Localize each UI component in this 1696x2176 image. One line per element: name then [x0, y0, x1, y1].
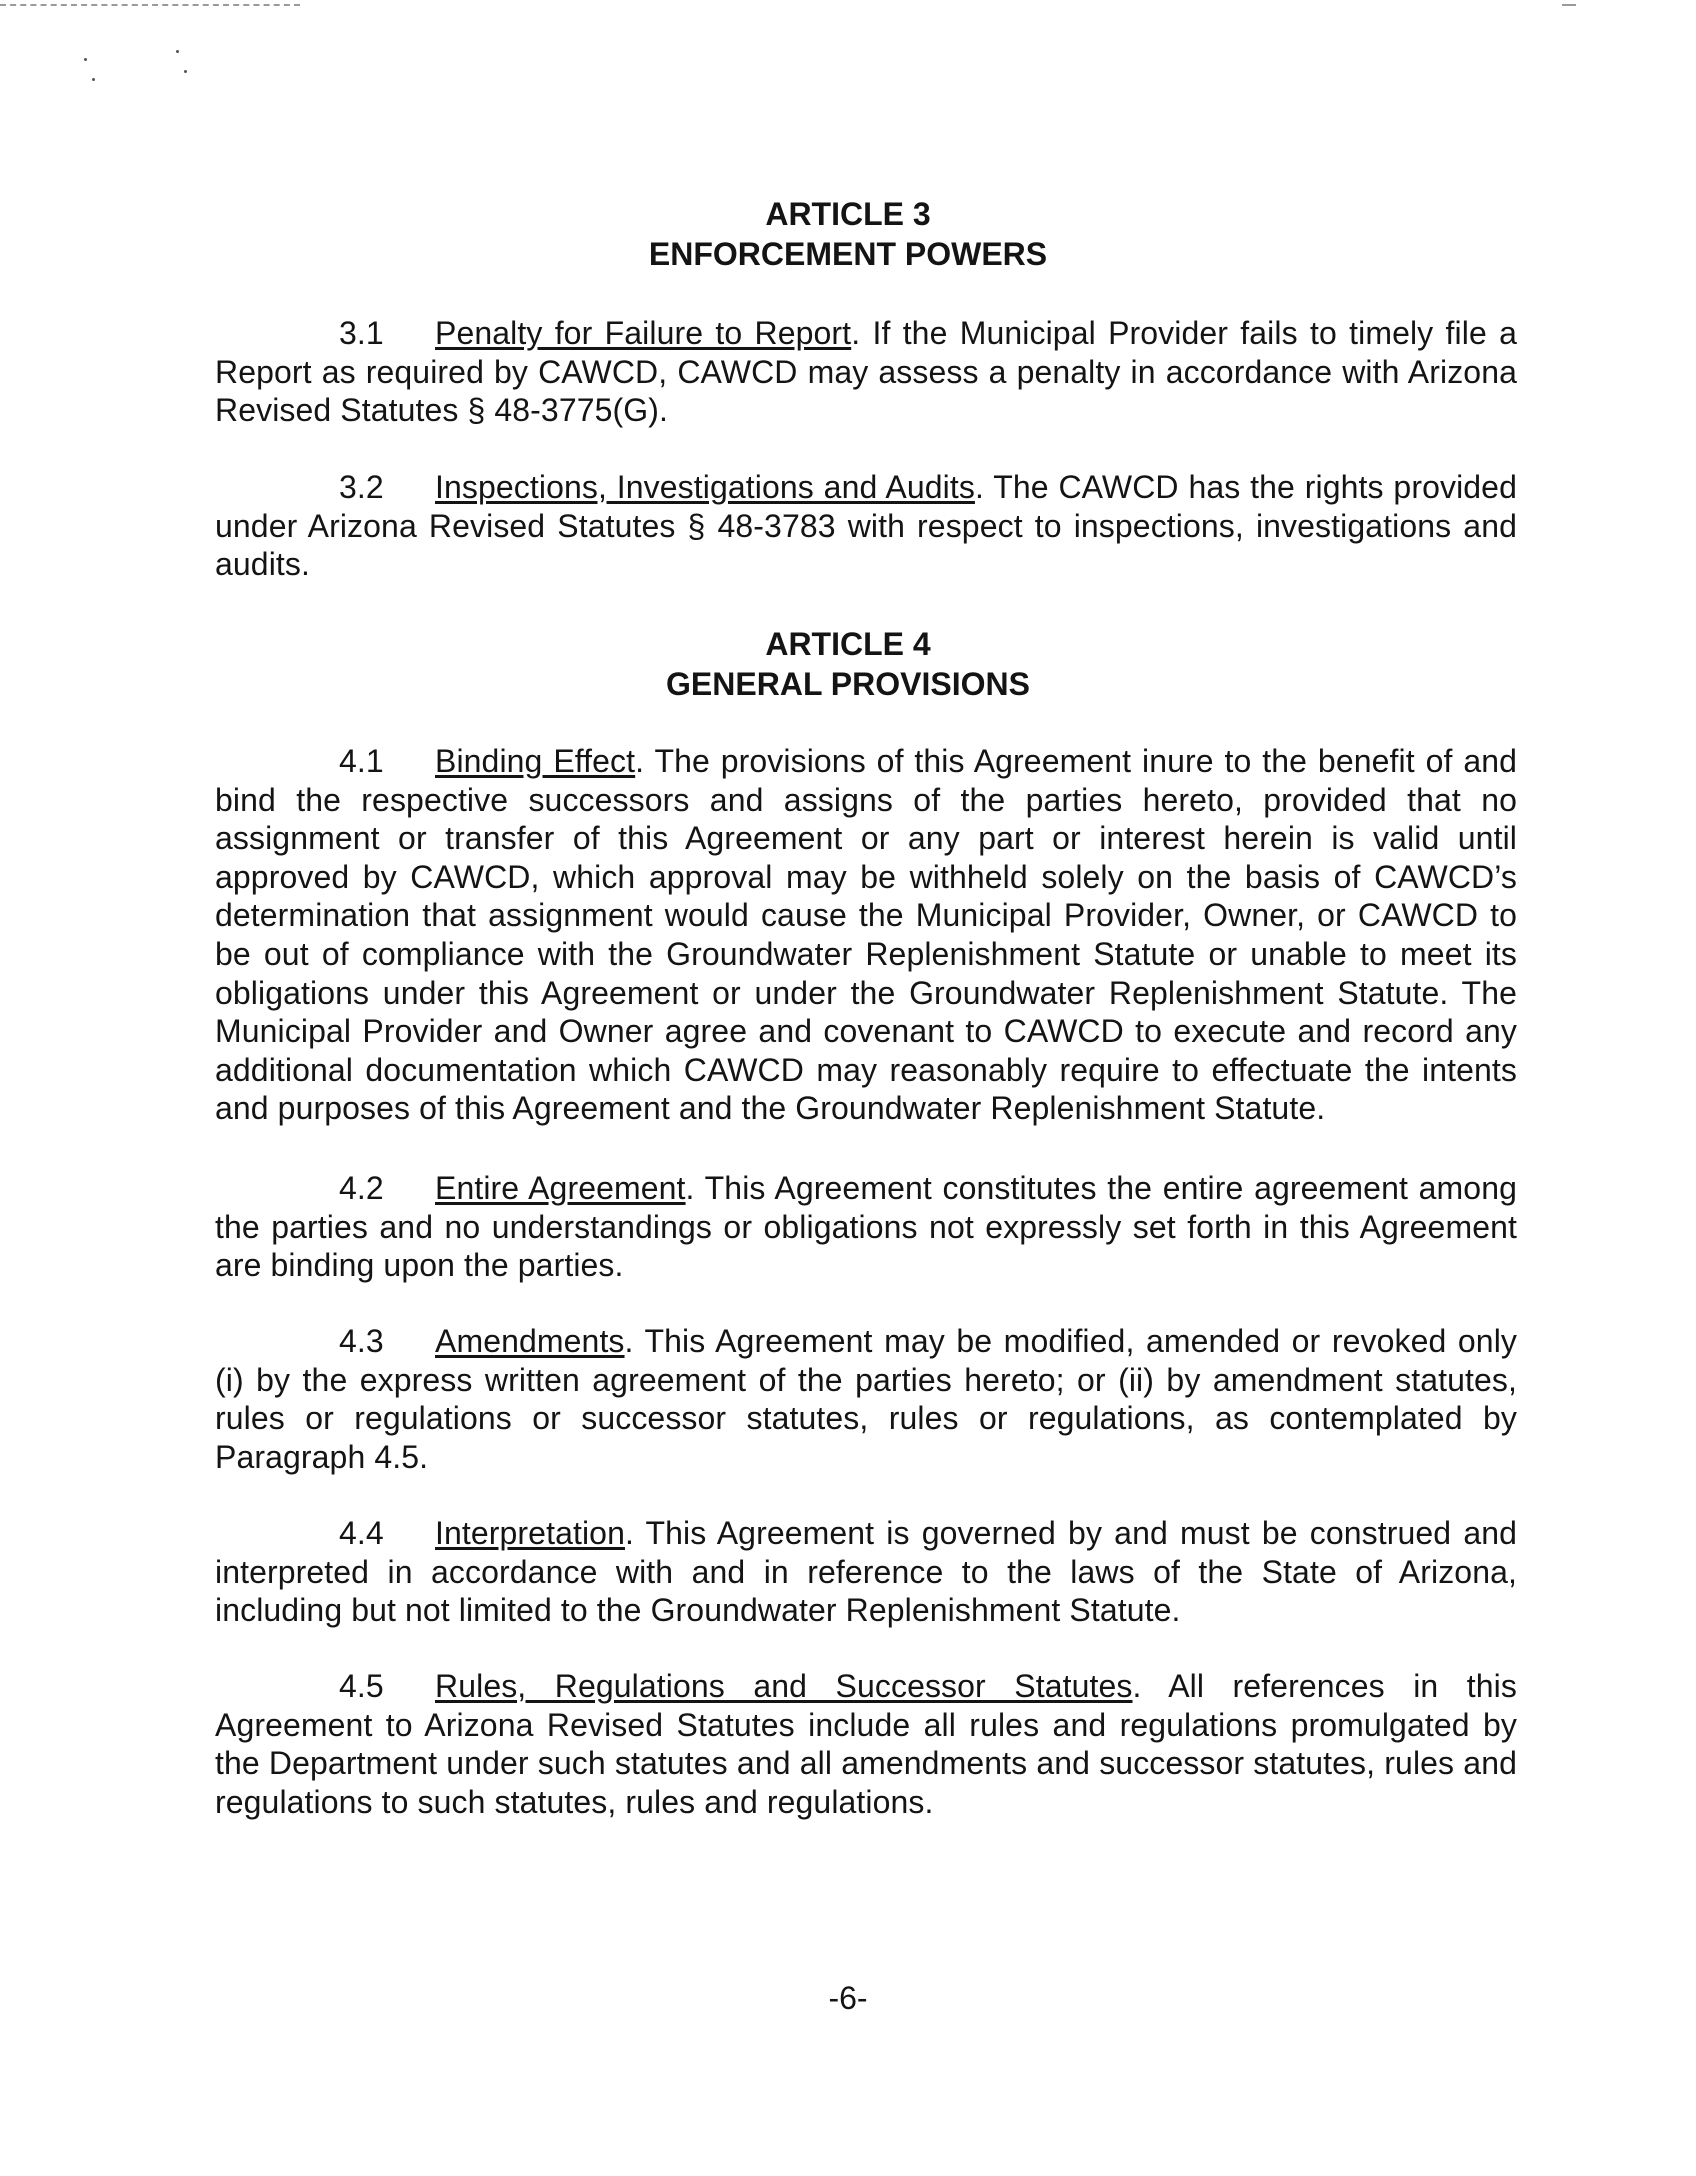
section-4-2: 4.2 Entire Agreement. This Agreement constitutes the entire agreement among the parties and no understandings or obligations not expressly set forth in this Agreement are binding upon the parties.: [215, 1170, 1517, 1284]
section-number: 4.5: [339, 1668, 384, 1704]
scan-artifact-dot: [184, 70, 187, 73]
article-3-title: ENFORCEMENT POWERS: [648, 236, 1048, 272]
section-title: Interpretation: [435, 1515, 625, 1551]
section-title: Amendments: [435, 1323, 625, 1359]
article-3-heading: [0, 194, 1696, 274]
section-number: 3.1: [339, 315, 384, 351]
section-title: Rules, Regulations and Successor Statutes: [435, 1668, 1133, 1704]
section-3-2: 3.2 Inspections, Investigations and Audits. The CAWCD has the rights provided under Arizona Revised Statutes § 48-3783 with respect to inspections, investigations and audits.: [215, 469, 1517, 583]
section-3-1: 3.1 Penalty for Failure to Report. If the Municipal Provider fails to timely file a Report as required by CAWCD, CAWCD may assess a penalty in accordance with Arizona Revised Statutes § 48-3775(G).: [215, 315, 1518, 429]
article-3-number: ARTICLE 3: [765, 196, 931, 232]
section-text: This Agreement is governed by and must be construed and interpreted in accordance with and in reference to the laws of the State of Arizona, including but not limited to the Groundwater Replenishment Statute.: [215, 1515, 1518, 1629]
section-number: 3.2: [339, 469, 384, 505]
section-text: If the Municipal Provider fails to timely file a Report as required by CAWCD, CAWCD may assess a penalty in accordance with Arizona Revised Statutes § 48-3775(G).: [215, 315, 1518, 429]
section-4-3: 4.3 Amendments. This Agreement may be modified, amended or revoked only (i) by the express written agreement of the parties hereto; or (ii) by amendment statutes, rules or regulations or successor statutes, rules or regulations, as contemplated by Paragraph 4.5.: [215, 1323, 1518, 1475]
section-text: This Agreement constitutes the entire agreement among the parties and no understandings or obligations not expressly set forth in this Agreement are binding upon the parties.: [215, 1170, 1517, 1284]
scan-artifact-dot: [92, 78, 95, 81]
section-title: Entire Agreement: [435, 1170, 686, 1206]
section-4-5: 4.5 Rules, Regulations and Successor Statutes. All references in this Agreement to Arizona Revised Statutes include all rules and regulations promulgated by the Department under such statutes and all amendments and successor statutes, rules and regulations to such statutes, rules and regulations.: [215, 1668, 1517, 1820]
section-number: 4.1: [339, 743, 384, 779]
scan-artifact-dot: [176, 50, 179, 53]
section-number: 4.3: [339, 1323, 384, 1359]
section-text: All references in this Agreement to Arizona Revised Statutes include all rules and regulations promulgated by the Department under such statutes and all amendments and successor statutes, rules and regulations to such statutes, rules and regulations.: [215, 1668, 1517, 1820]
section-title: Inspections, Investigations and Audits: [435, 469, 975, 505]
scan-artifact-tick: [1562, 4, 1576, 6]
section-title: Binding Effect: [435, 743, 636, 779]
section-4-1: 4.1 Binding Effect. The provisions of this Agreement inure to the benefit of and bind the respective successors and assigns of the parties hereto, provided that no assignment or transfer of this Agreement or any part or interest herein is valid until approved by CAWCD, which approval may be withheld solely on the basis of CAWCD’s determination that assignment would cause the Municipal Provider, Owner, or CAWCD to be out of compliance with the Groundwater Replenishment Statute or unable to meet its obligations under this Agreement or under the Groundwater Replenishment Statute. The Municipal Provider and Owner agree and covenant to CAWCD to execute and record any additional documentation which CAWCD may reasonably require to effectuate the intents and purposes of this Agreement and the Groundwater Replenishment Statute.: [215, 743, 1518, 1127]
section-text: This Agreement may be modified, amended or revoked only (i) by the express written agreement of the parties hereto; or (ii) by amendment statutes, rules or regulations or successor statutes, rules or regulations, as contemplated by Paragraph 4.5.: [215, 1323, 1518, 1475]
article-4-heading: [0, 624, 1696, 704]
article-4-title: GENERAL PROVISIONS: [666, 666, 1030, 702]
section-title: Penalty for Failure to Report: [435, 315, 852, 351]
article-4-number: ARTICLE 4: [765, 626, 931, 662]
section-text: The provisions of this Agreement inure to the benefit of and bind the respective successors and assigns of the parties hereto, provided that no assignment or transfer of this Agreement or any part or interest herein is valid until approved by CAWCD, which approval may be withheld solely on the basis of CAWCD’s determination that assignment would cause the Municipal Provider, Owner, or CAWCD to be out of compliance with the Groundwater Replenishment Statute or unable to meet its obligations under this Agreement or under the Groundwater Replenishment Statute. The Municipal Provider and Owner agree and covenant to CAWCD to execute and record any additional documentation which CAWCD may reasonably require to effectuate the intents and purposes of this Agreement and the Groundwater Replenishment Statute.: [215, 743, 1518, 1127]
scan-artifact-dot: [84, 58, 87, 61]
scan-artifact-line: [0, 4, 300, 6]
section-number: 4.4: [339, 1515, 384, 1551]
section-text: The CAWCD has the rights provided under Arizona Revised Statutes § 48-3783 with respect to inspections, investigations and audits.: [215, 469, 1517, 583]
page-number: -6-: [828, 1980, 868, 2016]
section-number: 4.2: [339, 1170, 384, 1206]
section-4-4: 4.4 Interpretation. This Agreement is governed by and must be construed and interpreted in accordance with and in reference to the laws of the State of Arizona, including but not limited to the Groundwater Replenishment Statute.: [215, 1515, 1518, 1629]
